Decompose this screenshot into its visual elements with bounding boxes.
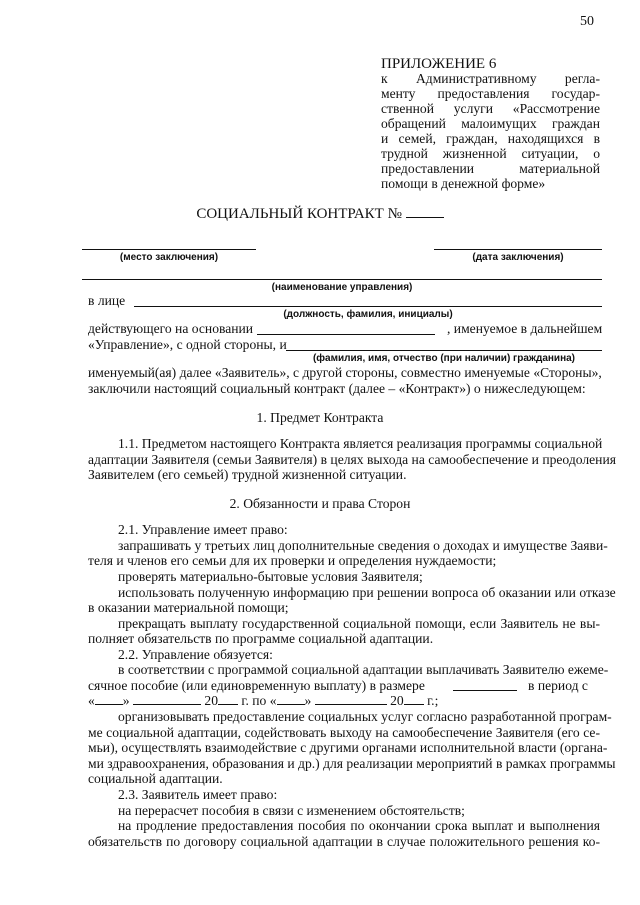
appendix-line: к Административному регла- [381,71,600,86]
clause-2-1-line: запрашивать у третьих лиц дополнительные сведения о доходах и имуществе Заяви- [118,538,608,553]
appendix-title: ПРИЛОЖЕНИЕ 6 [381,56,497,72]
management-caption: (наименование управления) [271,282,413,293]
clause-2-2-line: ми здравоохранения, образования и др.) для реализации мероприятий в рамках программы [88,756,616,771]
contract-number-blank[interactable] [406,205,444,218]
page-number: 50 [580,14,594,29]
basis-line[interactable] [257,334,435,335]
in-person-label: в лице [88,293,126,308]
amount-blank[interactable] [453,690,517,691]
section-1-line: адаптации Заявителя (семьи Заявителя) в целях выхода на самообеспечение и преодоления [88,452,616,467]
clause-2-1-line: проверять материально-бытовые условия Заявителя; [118,569,423,584]
clause-2-3: 2.3. Заявитель имеет право: [118,787,278,802]
appendix-line: трудной жизненной ситуации, о [381,146,600,161]
clause-2-3-line: на перерасчет пособия в связи с изменением обстоятельств; [118,803,465,818]
section-2-heading: 2. Обязанности и права Сторон [229,496,411,511]
quote-open: « [88,693,95,708]
month-to-blank[interactable] [315,693,387,705]
clause-2-2-line: организовывать предоставление социальных услуг согласно разработанной програм- [118,709,612,724]
contract-title-text: СОЦИАЛЬНЫЙ КОНТРАКТ № [196,206,402,222]
quote-close: » [122,693,130,708]
day-to-blank[interactable] [277,693,305,705]
place-line[interactable] [82,249,256,250]
year-from-blank[interactable] [218,693,238,705]
clause-2-1: 2.1. Управление имеет право: [118,522,288,537]
clause-2-2-line: сячное пособие (или единовременную выплату) в размере [88,678,425,693]
clause-2-2-line: ме социальной адаптации, содействовать выходу на самообеспечение Заявителя (его се- [88,725,600,740]
management-side-label: «Управление», с одной стороны, и [88,337,287,352]
clause-2-3-line: обязательств по договору социальной адаптации в случае положительного решения ко- [88,834,600,849]
clause-2-2-line: социальной адаптации. [88,771,223,786]
year-to-blank[interactable] [404,693,424,705]
year-prefix: 20 [390,693,404,708]
period-to-label: г. по « [241,693,277,708]
position-line[interactable] [134,306,602,307]
appendix-line: менту предоставления государ- [381,86,600,101]
clause-2-1-line: полняет обязательств по программе социальной адаптации. [88,631,434,646]
date-caption: (дата заключения) [472,252,564,263]
citizen-caption: (фамилия, имя, отчество (при наличии) гражданина) [312,353,576,364]
clause-2-1-line: прекращать выплату государственной социальной помощи, если Заявитель не вы- [118,616,600,631]
position-caption: (должность, фамилия, инициалы) [283,309,453,320]
appendix-line: помощи в денежной форме» [381,176,546,191]
management-line[interactable] [82,279,602,280]
period-line [88,693,438,708]
clause-2-1-line: использовать полученную информацию при решении вопроса об оказании или отказе [118,585,616,600]
period-end-label: г.; [427,693,439,708]
appendix-line: предоставлении материальной [381,161,600,176]
quote-close: » [304,693,312,708]
month-from-blank[interactable] [133,693,201,705]
year-prefix: 20 [204,693,218,708]
preamble-line: именуемый(ая) далее «Заявитель», с другой стороны, совместно именуемые «Стороны», [88,365,602,380]
section-1-line: Заявителем (его семьей) трудной жизненной ситуации. [88,467,407,482]
acting-basis-label: действующего на основании [88,321,254,336]
place-caption: (место заключения) [119,252,219,263]
section-1-heading: 1. Предмет Контракта [256,410,384,425]
clause-2-3-line: на продление предоставления пособия по окончании срока выплат и выполнения [118,818,600,833]
appendix-line: обращений малоимущих граждан [381,116,600,131]
appendix-line: ственной услуги «Рассмотрение [381,101,600,116]
clause-2-2-line: в соответствии с программой социальной адаптации выплачивать Заявителю ежеме- [118,662,609,677]
appendix-line: и семей, граждан, находящихся в [381,131,600,146]
citizen-line[interactable] [286,350,602,351]
clause-2-2: 2.2. Управление обязуется: [118,647,273,662]
hereinafter-label: , именуемое в дальнейшем [447,321,603,336]
clause-2-2-line: мьи), осуществлять взаимодействие с другими органами исполнительной власти (органа- [88,740,608,755]
section-1-line: 1.1. Предметом настоящего Контракта является реализация программы социальной [118,436,603,451]
clause-2-1-line: в оказании материальной помощи; [88,600,289,615]
date-line[interactable] [434,249,602,250]
clause-2-1-line: теля и членов его семьи для их проверки и определения нуждаемости; [88,553,497,568]
contract-title [0,205,640,223]
period-label: в период с [528,678,588,693]
day-from-blank[interactable] [95,693,123,705]
preamble-line: заключили настоящий социальный контракт (далее – «Контракт») о нижеследующем: [88,381,586,396]
